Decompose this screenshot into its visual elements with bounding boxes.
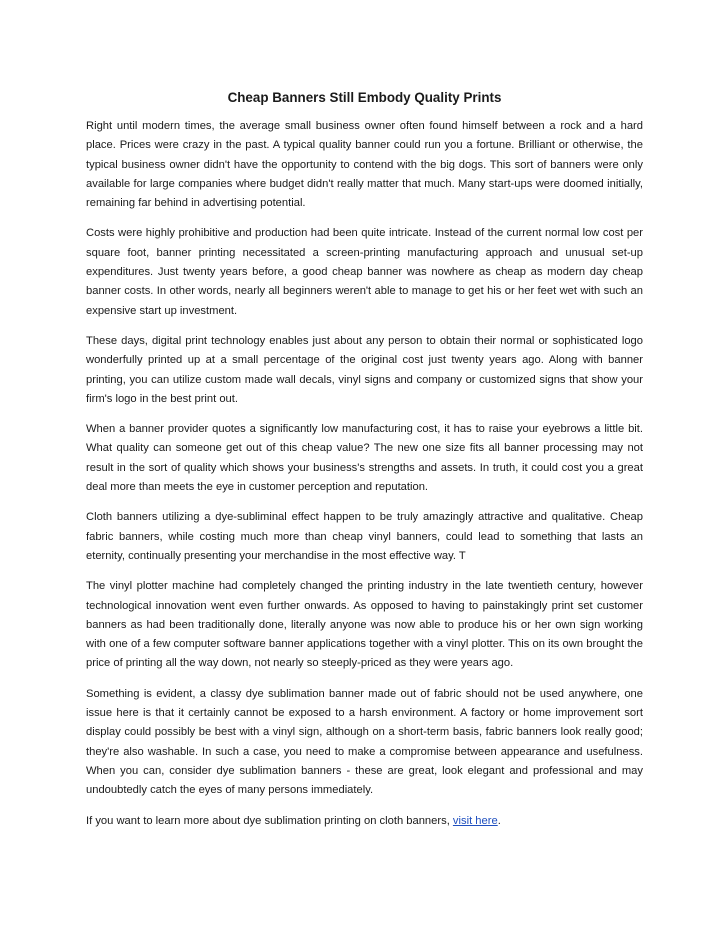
paragraph-2: Costs were highly prohibitive and production had been quite intricate. Instead of the current normal low cost per square foot, banner printing necessitated a screen-printing manufacturing approach and unusual set-up expenditures. Just twenty years before, a good cheap banner was nowhere as cheap as modern day cheap banner costs. In other words, nearly all beginners weren't able to manage to get his or her feet wet with such an expensive start up investment. (86, 227, 643, 317)
visit-here-link[interactable]: visit here (452, 814, 498, 827)
closing-suffix: . (497, 814, 501, 827)
document-page (86, 88, 643, 842)
paragraph-5: Cloth banners utilizing a dye-subliminal effect happen to be truly amazingly attractive and qualitative. Cheap fabric banners, while costing much more than cheap vinyl banners, could lead to something that lasts an eternity, continually presenting your merchandise in the most effective way. T (86, 511, 643, 562)
closing-paragraph (86, 812, 643, 831)
closing-text: If you want to learn more about dye sublimation printing on cloth banners, (86, 814, 453, 827)
paragraph-1: Right until modern times, the average small business owner often found himself between a rock and a hard place. Prices were crazy in the past. A typical quality banner could run you a fortune. Brilliant or otherwise, the typical business owner didn't have the opportunity to contend with the big dogs. This sort of banners were only available for large companies where budget didn't really matter that much. Many start-ups were doomed initially, remaining far behind in advertising potential. (86, 120, 643, 210)
paragraph-6: The vinyl plotter machine had completely changed the printing industry in the late twentieth century, however technological innovation went even further onwards. As opposed to having to painstakingly print set customer banners as had been traditionally done, literally anyone was now able to produce his or her own sign working with one of a few computer software banner applications together with a vinyl plotter. This on its own brought the price of printing all the way down, not nearly so steeply-priced as they were years ago. (86, 580, 643, 670)
paragraph-3: These days, digital print technology enables just about any person to obtain their normal or sophisticated logo wonderfully printed up at a small percentage of the original cost just twenty years ago. Along with banner printing, you can utilize custom made wall decals, vinyl signs and company or customized signs that show your firm's logo in the best print out. (86, 334, 643, 405)
paragraph-4: When a banner provider quotes a significantly low manufacturing cost, it has to raise your eyebrows a little bit. What quality can someone get out of this cheap value? The new one size fits all banner processing may not result in the sort of quality which shows your business's strengths and assets. In truth, it could cost you a great deal more than meets the eye in customer perception and reputation. (86, 423, 643, 494)
document-title: Cheap Banners Still Embody Quality Prints (227, 90, 502, 105)
paragraph-7: Something is evident, a classy dye sublimation banner made out of fabric should not be used anywhere, one issue here is that it certainly cannot be exposed to a harsh environment. A factory or home improvement sort display could possibly be best with a vinyl sign, although on a short-term basis, fabric banners look really good; they're also washable. In such a case, you need to make a compromise between appearance and usefulness. When you can, consider dye sublimation banners - these are great, look elegant and professional and may undoubtedly catch the eyes of many persons immediately. (86, 687, 643, 797)
